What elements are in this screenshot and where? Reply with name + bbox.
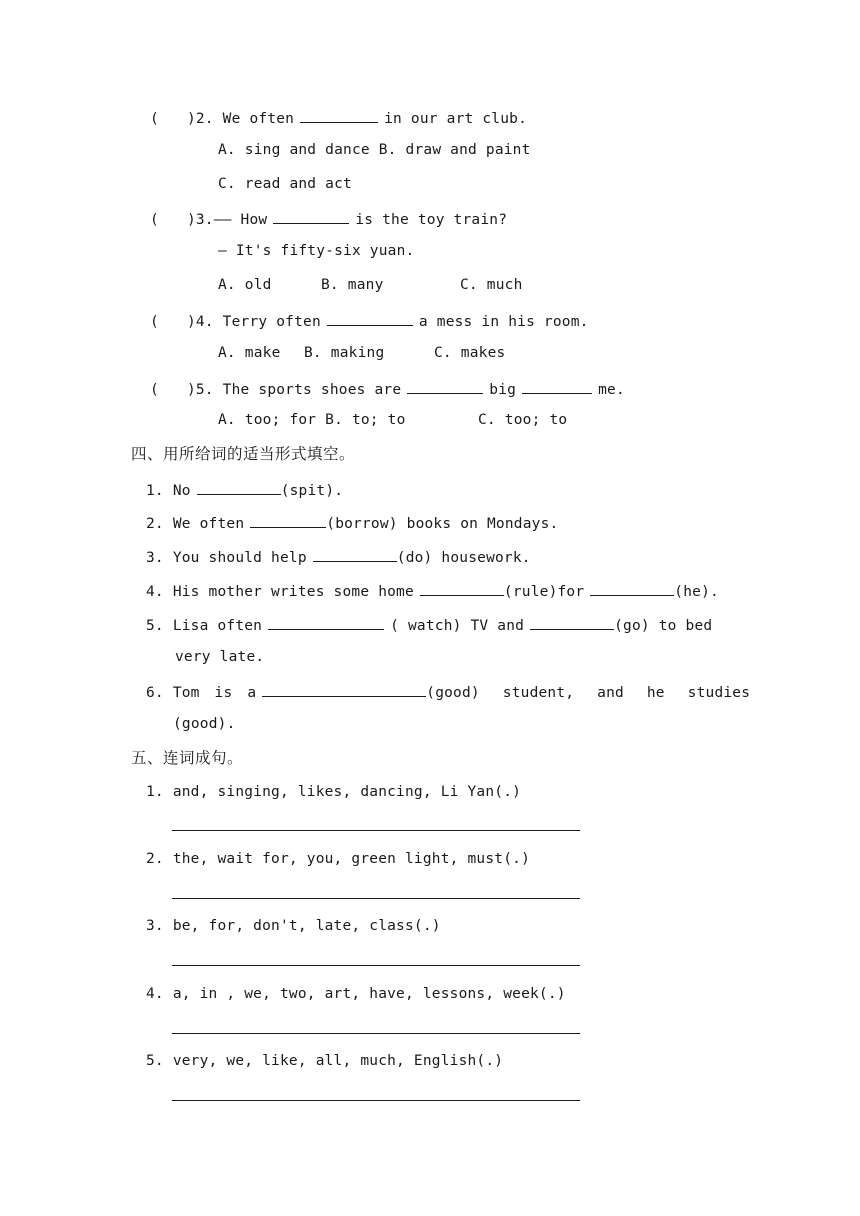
sentence-item-3: 3. be, for, don't, late, class(.) xyxy=(146,918,441,934)
answer-blank[interactable] xyxy=(327,309,413,326)
fill-item-2: 2. We often (borrow) books on Mondays. xyxy=(146,511,558,534)
fill-item-3: 3. You should help (do) housework. xyxy=(146,545,531,568)
question-5: ( )5. The sports shoes are big me. xyxy=(150,377,625,400)
answer-blank[interactable] xyxy=(313,545,397,562)
answer-blank[interactable] xyxy=(300,106,378,123)
answer-blank[interactable] xyxy=(522,377,592,394)
answer-line-5[interactable] xyxy=(172,1100,580,1101)
fill-item-4: 4. His mother writes some home (rule)for (he). xyxy=(146,579,719,602)
question-3-option-a: A. old xyxy=(218,277,272,293)
question-4-option-a: A. make xyxy=(218,345,281,361)
fill-item-5: 5. Lisa often ( watch) TV and (go) to bed xyxy=(146,613,712,636)
answer-line-4[interactable] xyxy=(172,1033,580,1034)
answer-line-1[interactable] xyxy=(172,830,580,831)
answer-blank[interactable] xyxy=(407,377,483,394)
answer-blank[interactable] xyxy=(262,680,426,697)
fill-item-5-continued: very late. xyxy=(175,649,265,665)
sentence-item-1: 1. and, singing, likes, dancing, Li Yan(.) xyxy=(146,784,522,800)
answer-blank[interactable] xyxy=(420,579,504,596)
answer-blank[interactable] xyxy=(268,613,384,630)
question-5-option-c: C. too; to xyxy=(478,412,568,428)
answer-line-2[interactable] xyxy=(172,898,580,899)
question-3: ( )3.—— How is the toy train? xyxy=(150,207,507,230)
answer-line-3[interactable] xyxy=(172,965,580,966)
fill-item-6-continued: (good). xyxy=(173,716,236,732)
question-3-option-c: C. much xyxy=(460,277,523,293)
question-5-option-ab: A. too; for B. to; to xyxy=(218,412,406,428)
answer-blank[interactable] xyxy=(590,579,674,596)
fill-item-6: 6. Tom is a (good) student, and he studies xyxy=(146,680,750,703)
answer-blank[interactable] xyxy=(530,613,614,630)
sentence-item-5: 5. very, we, like, all, much, English(.) xyxy=(146,1053,504,1069)
fill-item-1: 1. No (spit). xyxy=(146,478,343,501)
question-4: ( )4. Terry often a mess in his room. xyxy=(150,309,589,332)
question-2: ( )2. We often in our art club. xyxy=(150,106,527,129)
answer-blank[interactable] xyxy=(197,478,281,495)
question-2-option-c: C. read and act xyxy=(218,176,352,192)
question-4-option-b: B. making xyxy=(304,345,385,361)
sentence-item-2: 2. the, wait for, you, green light, must(.) xyxy=(146,851,531,867)
sentence-item-4: 4. a, in , we, two, art, have, lessons, week(.) xyxy=(146,986,566,1002)
answer-blank[interactable] xyxy=(250,511,326,528)
section-5-heading: 五、连词成句。 xyxy=(131,749,244,767)
answer-blank[interactable] xyxy=(273,207,349,224)
question-2-option-ab: A. sing and dance B. draw and paint xyxy=(218,142,531,158)
question-3-option-b: B. many xyxy=(321,277,384,293)
question-3-reply: — It's fifty-six yuan. xyxy=(218,243,415,259)
question-4-option-c: C. makes xyxy=(434,345,506,361)
section-4-heading: 四、用所给词的适当形式填空。 xyxy=(131,445,356,463)
